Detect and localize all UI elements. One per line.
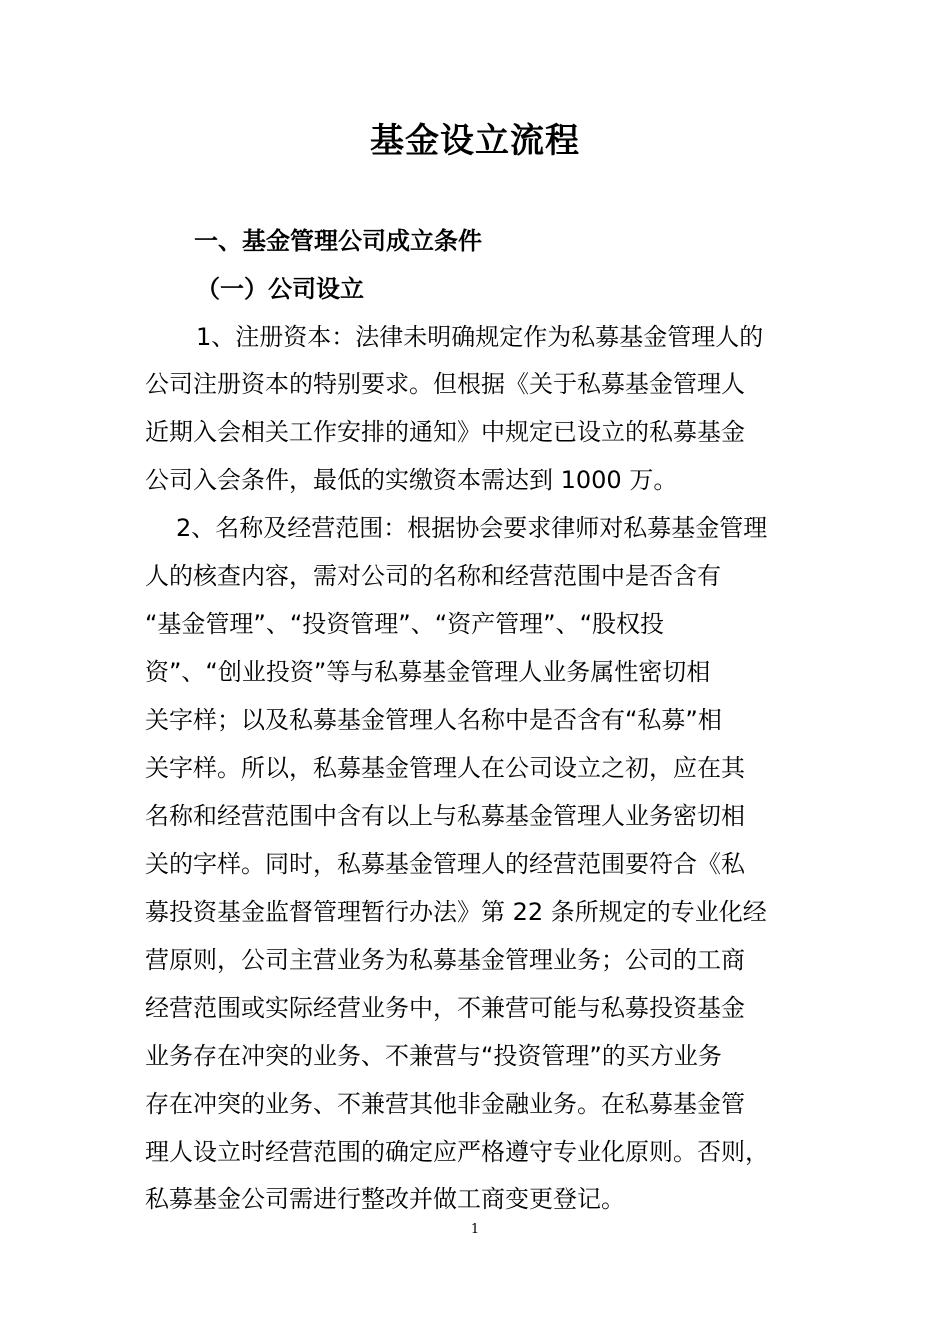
paragraph-line: “基金管理”、“投资管理”、“资产管理”、“股权投 <box>145 610 665 638</box>
paragraph-line: 经营范围或实际经营业务中，不兼营可能与私募投资基金 <box>145 994 745 1022</box>
section-heading: 一、基金管理公司成立条件 <box>194 227 482 255</box>
paragraph-line: 关字样。所以，私募基金管理人在公司设立之初，应在其 <box>145 754 745 782</box>
paragraph-line: 关的字样。同时，私募基金管理人的经营范围要符合《私 <box>145 850 745 878</box>
paragraph-line: 2、名称及经营范围：根据协会要求律师对私募基金管理 <box>176 514 768 542</box>
paragraph-line: 关字样；以及私募基金管理人名称中是否含有“私募”相 <box>145 706 722 734</box>
paragraph-line: 私募基金公司需进行整改并做工商变更登记。 <box>145 1185 625 1213</box>
paragraph-line: 募投资基金监督管理暂行办法》第 22 条所规定的专业化经 <box>145 898 767 926</box>
page-number: 1 <box>470 1222 480 1237</box>
paragraph-line: 存在冲突的业务、不兼营其他非金融业务。在私募基金管 <box>145 1090 745 1118</box>
paragraph-line: 业务存在冲突的业务、不兼营与“投资管理”的买方业务 <box>145 1042 722 1070</box>
paragraph-line: 营原则，公司主营业务为私募基金管理业务；公司的工商 <box>145 946 745 974</box>
subsection-heading: （一）公司设立 <box>196 275 364 303</box>
paragraph-line: 名称和经营范围中含有以上与私募基金管理人业务密切相 <box>145 802 745 830</box>
paragraph-line: 近期入会相关工作安排的通知》中规定已设立的私募基金 <box>145 418 745 446</box>
paragraph-line: 理人设立时经营范围的确定应严格遵守专业化原则。否则， <box>145 1138 769 1166</box>
paragraph-line: 资”、“创业投资”等与私募基金管理人业务属性密切相 <box>145 658 711 686</box>
document-title: 基金设立流程 <box>370 121 580 161</box>
paragraph-line: 人的核查内容，需对公司的名称和经营范围中是否含有 <box>145 562 721 590</box>
paragraph-line: 1、注册资本：法律未明确规定作为私募基金管理人的 <box>196 323 764 351</box>
paragraph-line: 公司入会条件，最低的实缴资本需达到 1000 万。 <box>145 466 678 494</box>
paragraph-line: 公司注册资本的特别要求。但根据《关于私募基金管理人 <box>145 370 745 398</box>
